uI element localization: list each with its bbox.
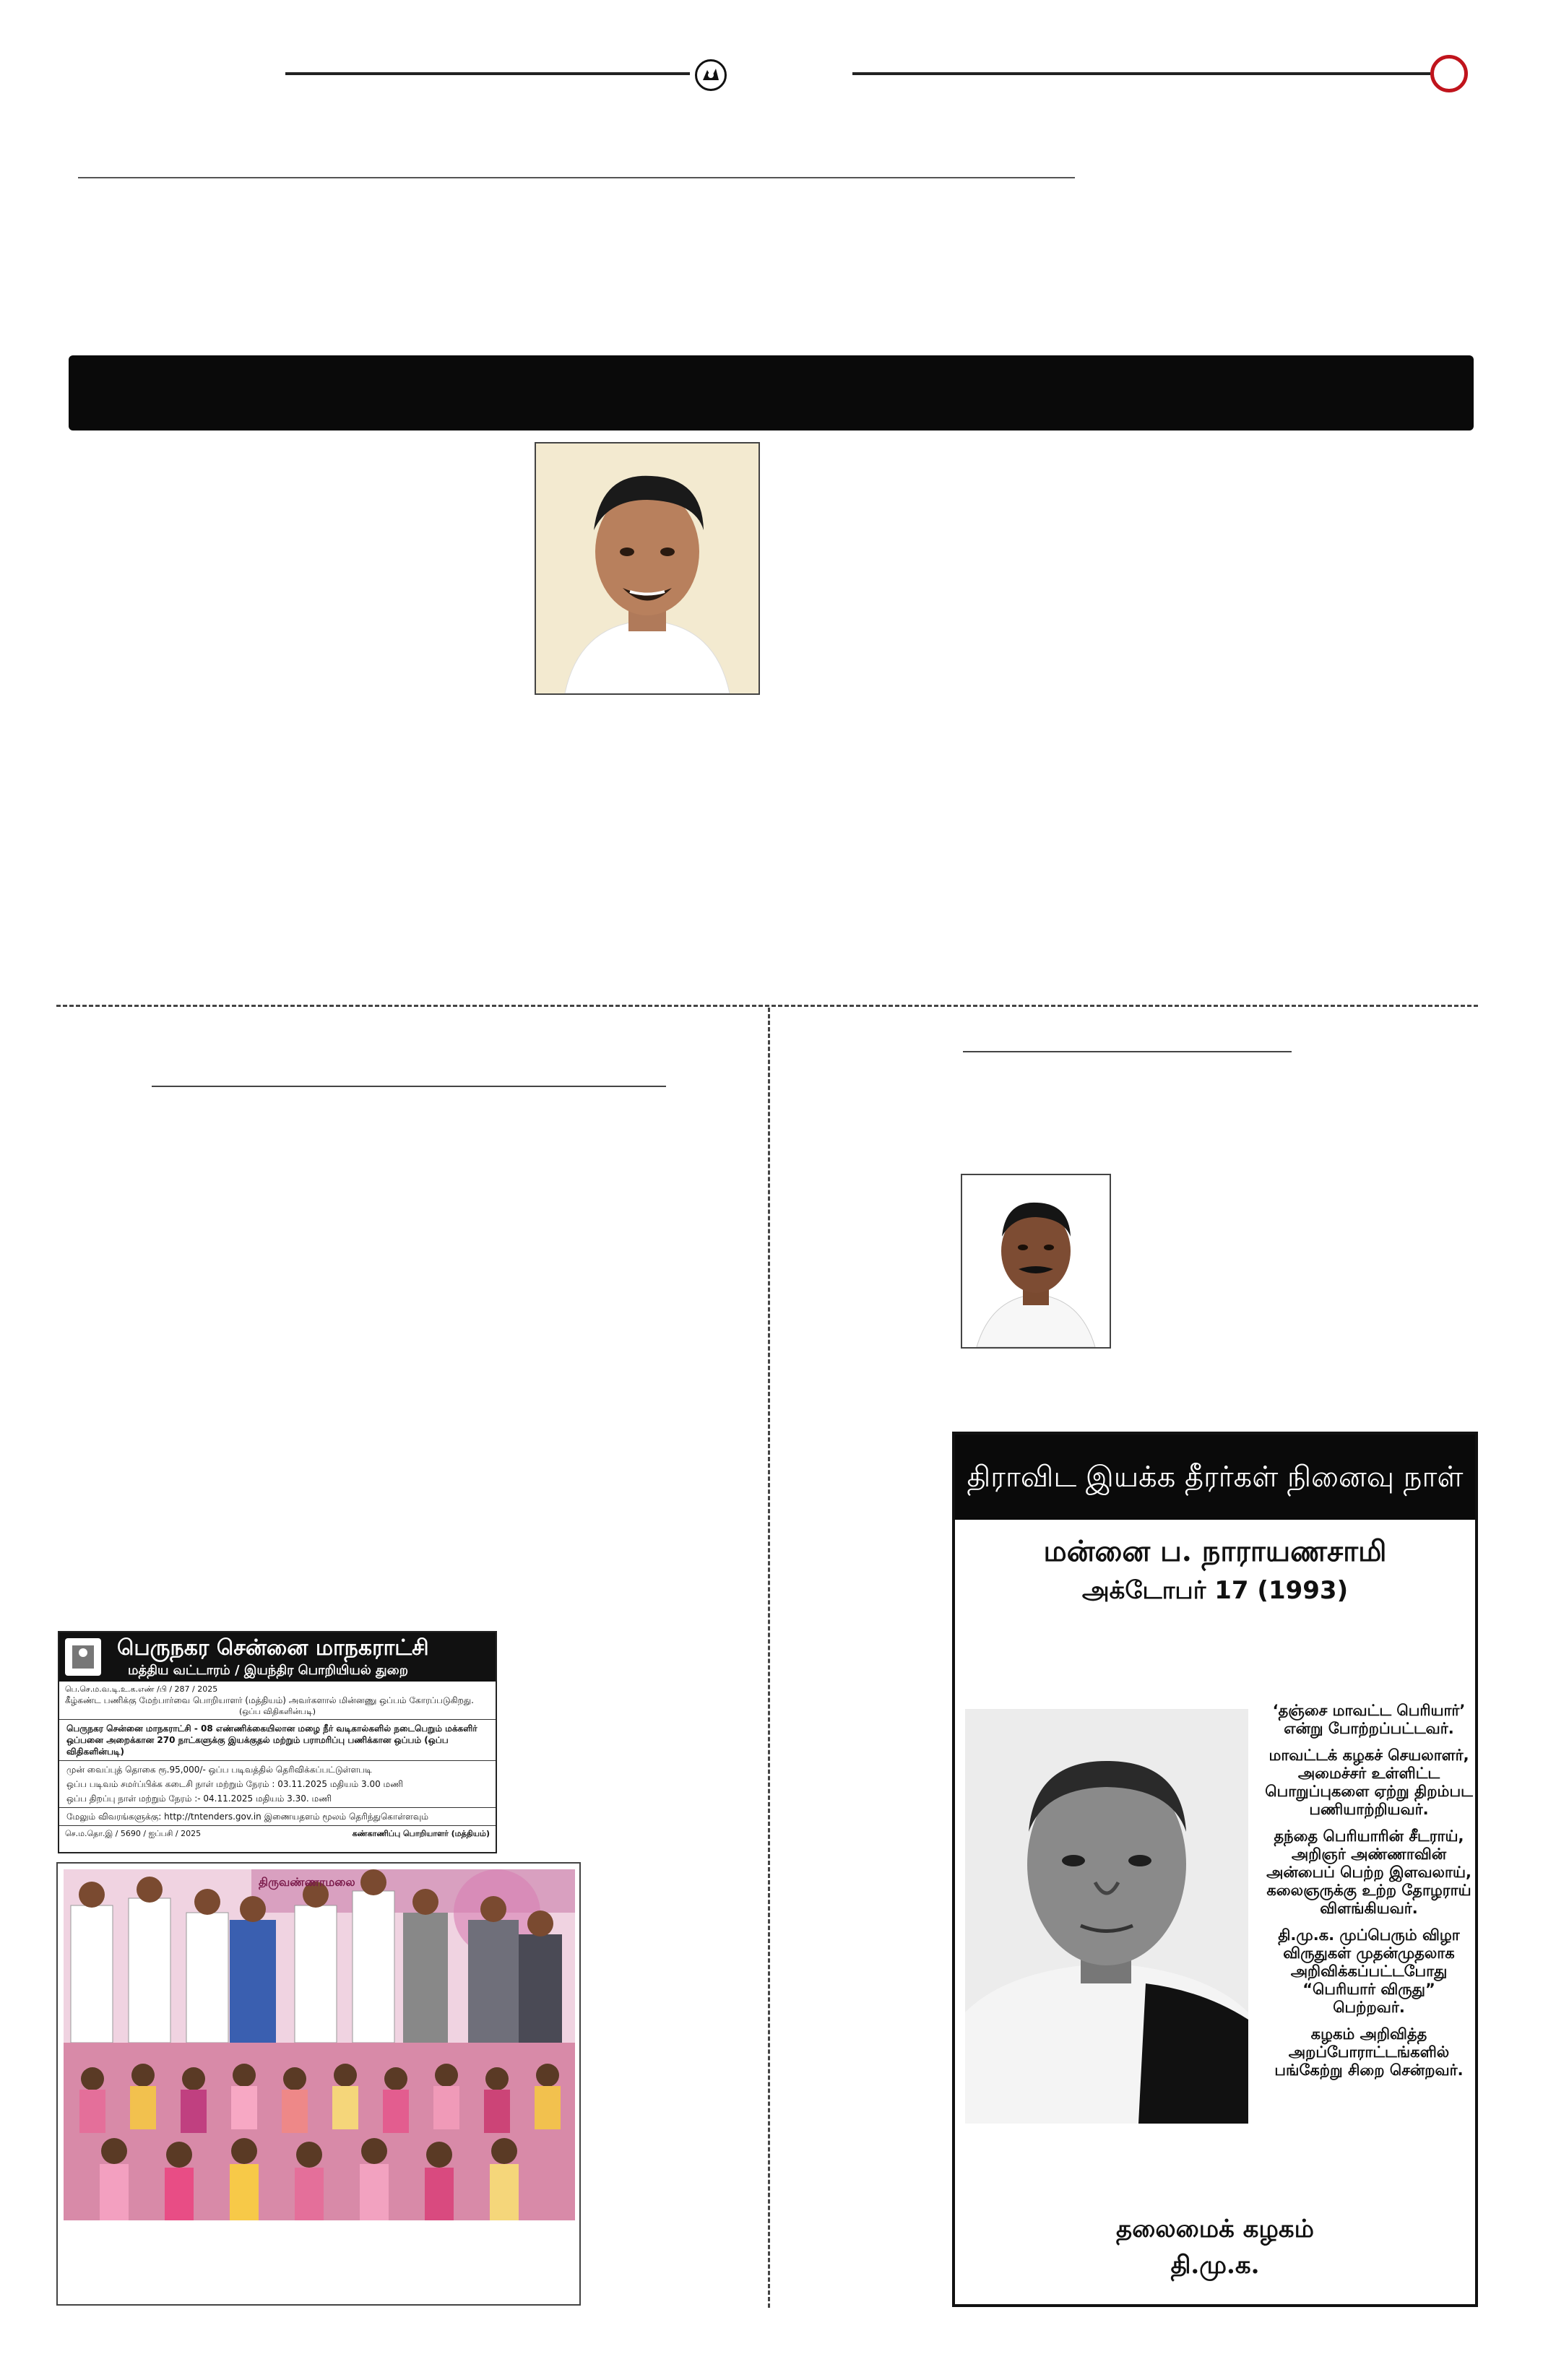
section-divider-horizontal (56, 1005, 1478, 1007)
corporation-seal-icon (65, 1638, 101, 1676)
tender-ref: பெ.செ.ம.வ.டி.உ.க.எண் /பி / 287 / 2025 (65, 1684, 218, 1694)
bio-line-3: தந்தை பெரியாரின் சீடராய், அறிஞர் அண்ணாவின் அன்பைப் பெற்ற இளவலாய், கலைஞருக்கு உற்ற தோழராய் விளங்கியவர். (1266, 1827, 1471, 1917)
tender-header (59, 1632, 496, 1682)
memorial-bio (1264, 1702, 1474, 2080)
event-banner-text: திருவண்ணாமலை (259, 1875, 355, 1889)
memorial-notice (952, 1432, 1478, 2307)
bio-line-1: ‘தஞ்சை மாவட்ட பெரியார்’ என்று போற்றப்பட்டவர். (1272, 1702, 1466, 1737)
tender-website: மேலும் விவரங்களுக்கு: http://tntenders.gov.in இணையதளம் மூலம் தெரிந்துகொள்ளவும் (59, 1807, 496, 1825)
sun-icon (1430, 55, 1468, 92)
bio-line-5: கழகம் அறிவித்த அறப்போராட்டங்களில் பங்கேற்று சிறை சென்றவர். (1274, 2025, 1464, 2079)
event-photo (64, 1869, 575, 2220)
bio-line-4: தி.மு.க. முப்பெரும் விழா விருதுகள் முதன்முதலாக அறிவிக்கப்பட்டபோது “பெரியார் விருது” பெற்றவர். (1278, 1926, 1460, 2016)
memorial-name: மன்னை ப. நாராயணசாமி (1043, 1534, 1387, 1568)
memorial-party: தி.மு.க. (1170, 2251, 1260, 2280)
memorial-portrait (965, 1709, 1248, 2124)
tender-signatory: கண்காணிப்பு பொறியாளர் (மத்தியம்) (352, 1829, 490, 1838)
masthead-rule-right (852, 72, 1430, 75)
emblem-icon (695, 59, 727, 91)
tender-org: பெருநகர சென்னை மாநகராட்சி (117, 1635, 429, 1661)
memorial-title: திராவிட இயக்க தீரர்கள் நினைவு நாள் (955, 1435, 1475, 1520)
headline-banner (69, 355, 1474, 430)
portrait-photo-2 (961, 1174, 1111, 1349)
tender-dept: மத்திய வட்டாரம் / இயந்திர பொறியியல் துறை (128, 1663, 408, 1678)
memorial-signatory: தலைமைக் கழகம் (1116, 2215, 1314, 2243)
tender-footer-ref: செ.ம.தொ.இ / 5690 / ஐப்பசி / 2025 (65, 1829, 202, 1838)
tender-open-date: ஒப்ப திறப்பு நாள் மற்றும் நேரம் :- 04.11.2025 மதியம் 3.30. மணி (66, 1793, 332, 1804)
tender-intro: கீழ்கண்ட பணிக்கு மேற்பார்வை பொறியாளர் (மத்தியம்) அவர்களால் மின்னணு ஒப்பம் கோரப்படுகிறது. (65, 1695, 474, 1705)
column-divider (768, 1008, 770, 2308)
event-photo-frame (56, 1862, 581, 2306)
bio-line-2: மாவட்டக் கழகச் செயலாளர், அமைச்சர் உள்ளிட்ட பொறுப்புகளை ஏற்று திறம்பட பணியாற்றியவர். (1265, 1747, 1473, 1818)
right-heading-rule (963, 1051, 1292, 1052)
tender-last-date: ஒப்ப படிவம் சமர்ப்பிக்க கடைசி நாள் மற்றும் நேரம் : 03.11.2025 மதியம் 3.00 மணி (66, 1779, 404, 1789)
portrait-photo (535, 442, 760, 695)
masthead-rule-left (285, 72, 690, 75)
tender-emd: முன் வைப்புத் தொகை ரூ.95,000/- ஒப்ப படிவத்தில் தெரிவிக்கப்பட்டுள்ளபடி (59, 1760, 496, 1778)
tender-note: (ஒப்ப விதிகளின்படி) (239, 1707, 316, 1716)
left-heading-rule (152, 1086, 666, 1087)
section-rule-top (78, 177, 1075, 178)
tender-notice (58, 1631, 497, 1853)
tender-work: பெருநகர சென்னை மாநகராட்சி - 08 எண்ணிக்கையிலான மழை நீர் வடிகால்களில் நடைபெறும் மக்களிர் ஒப்பனை அறைக்கான 270 நாட்களுக்கு இயக்குதல் மற்றும் பராமரிப்பு பணிக்கான ஒப்பம் (ஒப்ப விதிகளின்படி) (59, 1719, 496, 1760)
memorial-date: அக்டோபர் 17 (1993) (1081, 1576, 1349, 1605)
